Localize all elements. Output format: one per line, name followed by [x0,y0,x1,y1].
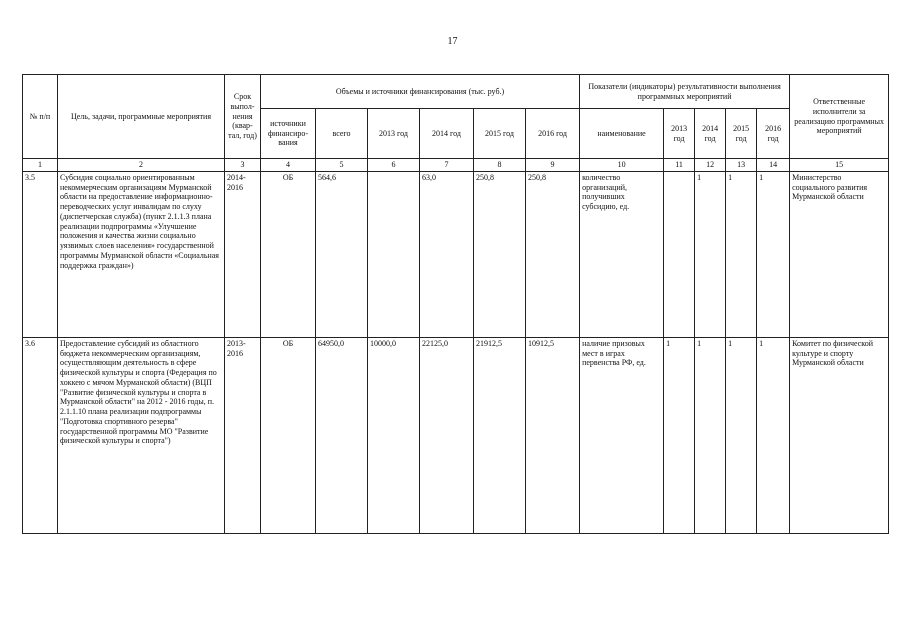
row-indicator-2015: 1 [726,171,757,337]
column-number: 2 [58,159,225,172]
header-financing-group: Объемы и источники финансирования (тыс. руб.) [261,75,580,109]
row-2015: 21912,5 [474,337,526,533]
header-indicator-2014: 2014 год [695,109,726,159]
row-2016: 10912,5 [526,337,580,533]
column-number-row [23,159,889,172]
row-num: 3.5 [23,171,58,337]
row-2013: 10000,0 [368,337,420,533]
header-indicator-2013: 2013 год [664,109,695,159]
column-number: 14 [757,159,790,172]
column-number: 13 [726,159,757,172]
header-indicators-group: Показатели (индикаторы) результативности выполнения программных мероприятий [580,75,790,109]
row-source: ОБ [261,337,316,533]
header-total: всего [316,109,368,159]
header-year-2013: 2013 год [368,109,420,159]
column-number: 9 [526,159,580,172]
column-number: 15 [790,159,889,172]
header-year-2014: 2014 год [420,109,474,159]
row-num: 3.6 [23,337,58,533]
column-number: 6 [368,159,420,172]
row-goal: Предоставление субсидий из областного бюджета некоммерческим организациям, осуществляющим деятельность в сфере физической культуры и спорта (Федерация по хоккею с мячом Мурманской области) (ВЦП "Развитие физической культуры и спорта в Мурманской области" на 2012 - 2016 годы, п. 2.1.1.10 плана реализации подпрограммы "Подготовка спортивного резерва" государственной программы МО "Развитие физической культуры и спорта") [58,337,225,533]
column-number: 11 [664,159,695,172]
row-total: 64950,0 [316,337,368,533]
page-number: 17 [447,36,458,47]
column-number: 4 [261,159,316,172]
row-term: 2013-2016 [225,337,261,533]
row-indicator-2013 [664,171,695,337]
row-2016: 250,8 [526,171,580,337]
row-indicator-2015: 1 [726,337,757,533]
header-num: № п/п [23,75,58,159]
row-indicator: наличие призовых мест в играх первенства РФ, ед. [580,337,664,533]
header-year-2016: 2016 год [526,109,580,159]
header-year-2015: 2015 год [474,109,526,159]
header-term: Срок выпол-нения (квар-тал, год) [225,75,261,159]
row-source: ОБ [261,171,316,337]
table-row [23,171,889,337]
row-responsible: Комитет по физической культуре и спорту Мурманской области [790,337,889,533]
column-number: 12 [695,159,726,172]
header-goal: Цель, задачи, программные мероприятия [58,75,225,159]
table-row [23,337,889,533]
column-number: 10 [580,159,664,172]
column-number: 8 [474,159,526,172]
row-indicator-2013: 1 [664,337,695,533]
column-number: 1 [23,159,58,172]
header-indicator-2016: 2016 год [757,109,790,159]
row-indicator-2014: 1 [695,337,726,533]
program-activities-table [22,74,889,534]
column-number: 7 [420,159,474,172]
header-sources: источники финансиро-вания [261,109,316,159]
row-responsible: Министерство социального развития Мурманской области [790,171,889,337]
row-indicator: количество организаций, получивших субсидию, ед. [580,171,664,337]
header-indicator-2015: 2015 год [726,109,757,159]
row-goal: Субсидия социально ориентированным некоммерческим организациям Мурманской области на предоставление информационно-переводческих услуг инвалидам по слуху (диспетчерская служба) (пункт 2.1.1.3 плана реализации подпрограммы «Улучшение положения и качества жизни социально уязвимых слоев населения» государственной программы Мурманской области «Социальная поддержка граждан») [58,171,225,337]
row-2015: 250,8 [474,171,526,337]
row-indicator-2016: 1 [757,171,790,337]
row-indicator-2016: 1 [757,337,790,533]
header-responsible: Ответственные исполнители за реализацию программных мероприятий [790,75,889,159]
row-term: 2014-2016 [225,171,261,337]
row-total: 564,6 [316,171,368,337]
row-2013 [368,171,420,337]
row-2014: 63,0 [420,171,474,337]
row-indicator-2014: 1 [695,171,726,337]
row-2014: 22125,0 [420,337,474,533]
column-number: 5 [316,159,368,172]
column-number: 3 [225,159,261,172]
header-row-1 [23,75,889,109]
header-indicator-name: наименование [580,109,664,159]
